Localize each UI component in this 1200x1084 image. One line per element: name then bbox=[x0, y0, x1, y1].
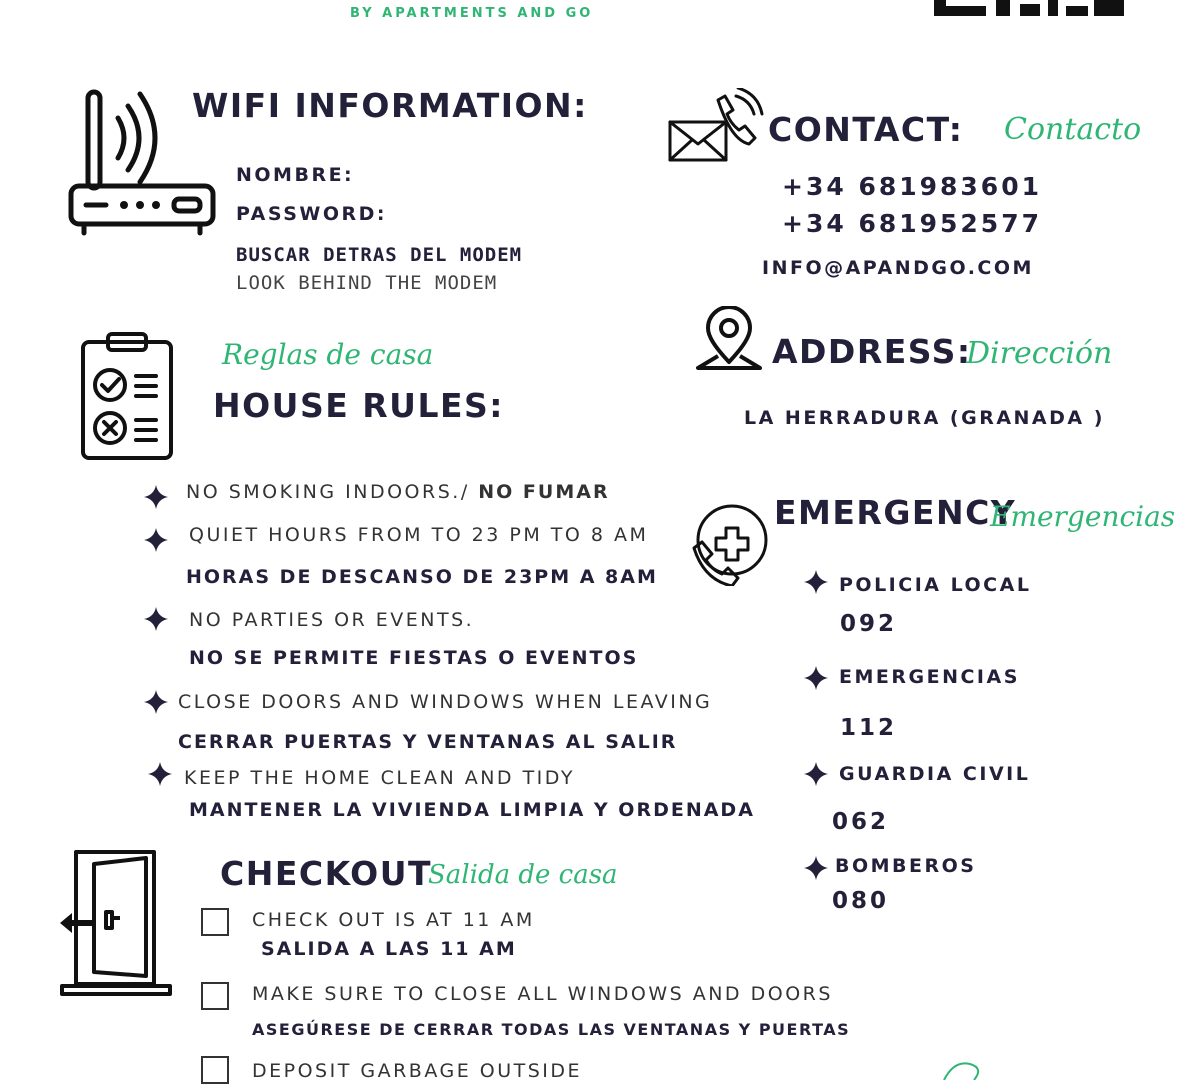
rule-5-en: KEEP THE HOME CLEAN AND TIDY bbox=[184, 767, 575, 789]
location-pin-icon bbox=[694, 306, 764, 378]
checkout-heading: CHECKOUT bbox=[220, 854, 433, 893]
contact-phone-2[interactable]: +34 681952577 bbox=[782, 209, 1042, 238]
checkout-checkbox-2[interactable] bbox=[201, 982, 229, 1010]
medical-phone-icon bbox=[688, 502, 772, 586]
rule-2-en: QUIET HOURS FROM TO 23 PM TO 8 AM bbox=[189, 524, 649, 546]
rule-1-en: NO SMOKING INDOORS./ bbox=[186, 481, 470, 503]
star-bullet-icon bbox=[144, 607, 168, 631]
wifi-name-label: NOMBRE: bbox=[236, 164, 355, 186]
wifi-note-en: LOOK BEHIND THE MODEM bbox=[236, 272, 498, 294]
rule-2-es: HORAS DE DESCANSO DE 23PM A 8AM bbox=[186, 566, 658, 588]
contact-email[interactable]: INFO@APANDGO.COM bbox=[762, 257, 1034, 279]
checkout-item-2-es: ASEGÚRESE DE CERRAR TODAS LAS VENTANAS Y PUERTAS bbox=[252, 1020, 851, 1039]
emergency-name-4: BOMBEROS bbox=[835, 855, 977, 877]
emergency-script: Emergencias bbox=[990, 500, 1176, 533]
star-bullet-icon bbox=[804, 762, 828, 786]
checkout-item-1-es: SALIDA A LAS 11 AM bbox=[261, 938, 517, 960]
emergency-number-3[interactable]: 062 bbox=[832, 809, 890, 835]
house-rules-heading: HOUSE RULES: bbox=[213, 386, 505, 425]
contact-script: Contacto bbox=[1004, 112, 1142, 147]
wifi-note-es: BUSCAR DETRAS DEL MODEM bbox=[236, 244, 523, 266]
emergency-number-2[interactable]: 112 bbox=[840, 715, 898, 741]
exit-door-icon bbox=[58, 848, 174, 998]
emergency-number-1[interactable]: 092 bbox=[840, 611, 898, 637]
checkout-checkbox-1[interactable] bbox=[201, 908, 229, 936]
star-bullet-icon bbox=[144, 528, 168, 552]
checkout-script: Salida de casa bbox=[428, 860, 618, 890]
rule-3-en: NO PARTIES OR EVENTS. bbox=[189, 609, 475, 631]
rule-3-es: NO SE PERMITE FIESTAS O EVENTOS bbox=[189, 647, 639, 669]
wifi-password-label: PASSWORD: bbox=[236, 203, 388, 225]
emergency-name-3: GUARDIA CIVIL bbox=[839, 763, 1031, 785]
star-bullet-icon bbox=[804, 856, 828, 880]
emergency-name-2: EMERGENCIAS bbox=[839, 666, 1020, 688]
house-rules-script: Reglas de casa bbox=[222, 338, 434, 371]
script-flourish-icon bbox=[940, 1058, 990, 1080]
emergency-number-4[interactable]: 080 bbox=[832, 888, 890, 914]
checkout-item-2-en: MAKE SURE TO CLOSE ALL WINDOWS AND DOORS bbox=[252, 983, 833, 1005]
star-bullet-icon bbox=[144, 485, 168, 509]
contact-phone-1[interactable]: +34 681983601 bbox=[782, 172, 1042, 201]
rule-4-es: CERRAR PUERTAS Y VENTANAS AL SALIR bbox=[178, 731, 678, 753]
clipboard-checklist-icon bbox=[78, 330, 176, 462]
qr-code-icon bbox=[934, 0, 1124, 16]
star-bullet-icon bbox=[148, 762, 172, 786]
rule-1-es: NO FUMAR bbox=[478, 481, 610, 503]
rule-1 bbox=[186, 481, 610, 503]
address-value: LA HERRADURA (GRANADA ) bbox=[744, 407, 1105, 429]
address-heading: ADDRESS: bbox=[772, 332, 972, 371]
star-bullet-icon bbox=[144, 690, 168, 714]
star-bullet-icon bbox=[804, 666, 828, 690]
rule-5-es: MANTENER LA VIVIENDA LIMPIA Y ORDENADA bbox=[189, 799, 755, 821]
brand-tagline: BY APARTMENTS AND GO bbox=[350, 6, 594, 21]
checkout-item-3-en: DEPOSIT GARBAGE OUTSIDE bbox=[252, 1060, 583, 1082]
emergency-heading: EMERGENCY bbox=[774, 493, 1017, 532]
mail-phone-icon bbox=[666, 88, 766, 166]
address-script: Dirección bbox=[966, 336, 1113, 371]
wifi-heading: WIFI INFORMATION: bbox=[192, 86, 588, 125]
emergency-name-1: POLICIA LOCAL bbox=[839, 574, 1032, 596]
star-bullet-icon bbox=[804, 570, 828, 594]
rule-4-en: CLOSE DOORS AND WINDOWS WHEN LEAVING bbox=[178, 691, 713, 713]
checkout-item-1-en: CHECK OUT IS AT 11 AM bbox=[252, 909, 535, 931]
contact-heading: CONTACT: bbox=[768, 110, 964, 149]
